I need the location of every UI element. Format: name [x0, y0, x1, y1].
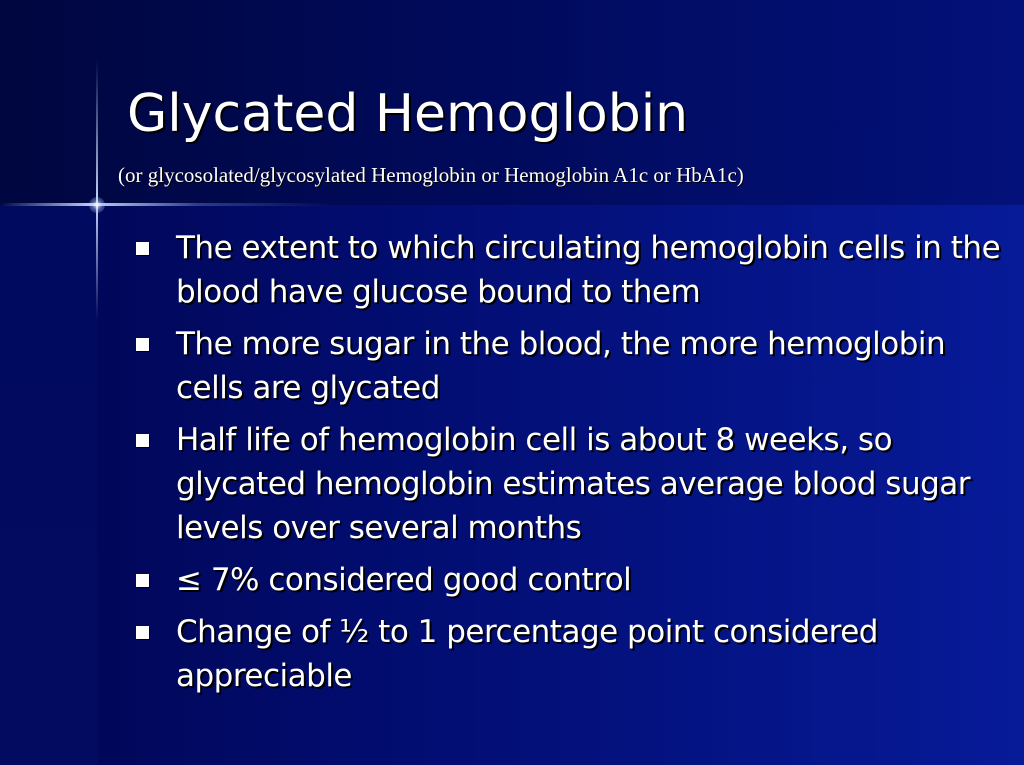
slide-subtitle: (or glycosolated/glycosylated Hemoglobin or Hemoglobin A1c or HbA1c) [118, 163, 744, 187]
bullet-item [136, 418, 1016, 550]
bullet-text: Half life of hemoglobin cell is about 8 weeks, so glycated hemoglobin estimates average blood sugar levels over several months [176, 422, 971, 546]
slide-title: Glycated Hemoglobin [127, 84, 689, 144]
bullet-text: The more sugar in the blood, the more hemoglobin cells are glycated [176, 326, 946, 406]
square-bullet-icon [136, 626, 149, 639]
bullet-text: ≤ 7% considered good control [176, 562, 632, 598]
square-bullet-icon [136, 338, 149, 351]
left-band [0, 205, 98, 765]
square-bullet-icon [136, 242, 149, 255]
square-bullet-icon [136, 434, 149, 447]
bullet-text: Change of ½ to 1 percentage point considered appreciable [176, 614, 878, 694]
bullet-item [136, 610, 1016, 698]
sparkle-icon [89, 197, 105, 213]
bullet-list [136, 226, 1016, 706]
sparkle-vertical-decoration [96, 60, 98, 320]
bullet-item [136, 558, 1016, 602]
bullet-text: The extent to which circulating hemoglobin cells in the blood have glucose bound to them [176, 230, 1001, 310]
bullet-item [136, 322, 1016, 410]
sparkle-horizontal-decoration [0, 203, 330, 206]
square-bullet-icon [136, 574, 149, 587]
bullet-item [136, 226, 1016, 314]
